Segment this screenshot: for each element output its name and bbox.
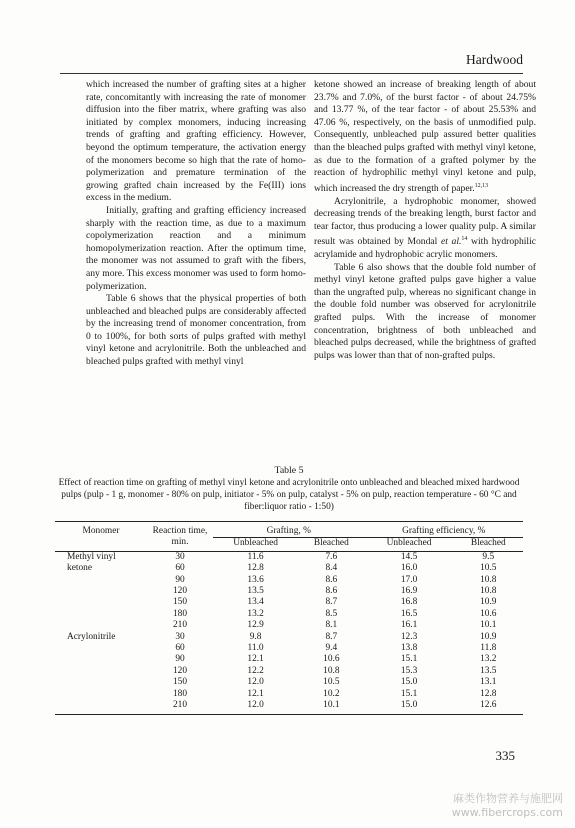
table-cell [55,700,147,714]
table-cell: 9.4 [325,643,338,654]
table-cell: 10.1 [298,700,364,714]
table-cell: 10.5 [323,677,340,688]
right-paragraph-1-text: ketone showed an increase of breaking length of about 23.7% and 7.0%, of the burst factor - of about 24.75% and 13.77 %, of the tear factor - of about 25.53% and 47.06 %, respectively, on the basis of unmodified pulp. Consequently, unbleached pulp assured better qualities than the bleached pulps grafted with methyl vinyl ketone, as due to the formation of a grafted polymer by the reaction of hydrophilic methyl vinyl ketone and pulp, which increased the dry strength of paper. [314,79,536,194]
left-paragraph-3: Table 6 shows that the physical properties of both unbleached and bleached pulps are considerably affected by the increasing trend of monomer concentration, from 0 to 100%, for both sorts of pulps grafted with methyl vinyl ketone and acrylonitrile. Both the unbleached and bleached pulps grafted with methyl vinyl [86,293,306,368]
table-row [55,666,523,677]
table-cell: 210 [172,620,188,631]
table-cell: 13.5 [480,665,497,676]
watermark-line-2: www.fibercrops.com [451,806,563,819]
table-cell: 13.2 [247,608,264,619]
table-cell: 9.8 [249,631,262,642]
table-cell: 13.2 [480,654,497,665]
table-cell: 12.8 [247,563,264,574]
table-cell: 30 [175,631,185,642]
table-cell: 16.1 [400,620,418,631]
table-cell: 15.0 [365,700,454,714]
table-cell: 13.5 [247,586,264,597]
table-cell: 12.1 [247,688,264,699]
table-row [55,689,523,700]
table-cell: 150 [172,597,188,608]
header-efficiency-bleached: Bleached [454,538,523,551]
table-cell: ketone [67,563,92,574]
table-cell: 210 [147,700,213,714]
table-cell: 60 [175,563,185,574]
table-title: Table 5 [274,465,304,476]
table-5 [55,521,523,715]
table-cell: 180 [172,608,188,619]
table-row [55,609,523,620]
table-cell: 90 [175,654,185,665]
table-cell: 16.0 [400,563,418,574]
header-grafting-unbleached: Unbleached [213,538,298,551]
header-grafting-efficiency: Grafting efficiency, % [365,522,523,538]
table-row [55,563,523,574]
table-cell: Methyl vinyl [67,551,116,562]
table-cell: 12.3 [400,631,418,642]
running-header [60,52,523,74]
citation-14: 14 [461,236,468,243]
header-title: Hardwood [466,52,523,67]
right-paragraph-1 [314,79,536,196]
right-paragraph-3: Table 6 also shows that the double fold number of methyl vinyl ketone grafted pulps gave higher a value than the ungrafted pulp, whereas no significant change in the double fold number was observed for acrylonitrile grafted pulps. With the increase of monomer concentration, brightness of both unbleached and bleached pulps decreased, while the brightness of grafted pulps was lower than that of non-grafted pulps. [314,261,536,361]
table-cell: 120 [172,665,188,676]
table-cell: 13.6 [247,574,264,585]
table-cell [55,677,147,688]
table-cell: 12.0 [247,677,264,688]
table-cell: 16.9 [400,586,418,597]
table-row [55,620,523,631]
table-cell: 8.7 [325,631,338,642]
table-cell: 12.6 [454,700,523,714]
right-paragraph-2-text-a: Acrylonitrile, a hydrophobic monomer, showed decreasing trends of the breaking length, burst factor and tear factor, thus producing a lower quality pulp. A similar result was obtained by Mondal [314,195,536,248]
table-cell: 9.5 [482,551,495,562]
table-cell: 12.8 [480,688,497,699]
table-cell: 11.0 [247,643,264,654]
table-cell: 12.9 [247,620,264,631]
table-cell: 8.4 [325,563,338,574]
table-cell [55,597,147,608]
table-cell: 15.1 [400,688,418,699]
table-cell: 8.7 [325,597,338,608]
table-cell: 16.5 [400,608,418,619]
watermark-line-1: 麻类作物营养与施肥网 [453,792,563,805]
page-number: 335 [495,748,515,763]
table-row [55,632,523,643]
table-row [55,677,523,688]
table-cell: 180 [172,688,188,699]
table-cell [55,654,147,665]
table-cell: 10.1 [480,620,497,631]
table-cell: 15.3 [400,665,418,676]
table-cell: 12.0 [213,700,298,714]
table-cell: 60 [175,643,185,654]
table-cell: 10.2 [323,688,340,699]
header-monomer: Monomer [55,522,147,552]
table-cell [55,689,147,700]
table-row [55,654,523,665]
table-cell: 10.9 [480,597,497,608]
table-header-row [55,522,523,538]
left-column [86,79,306,369]
table-cell: 10.8 [480,586,497,597]
et-al: et al. [440,236,462,248]
table-cell: 13.8 [400,643,418,654]
table-cell: Acrylonitrile [67,631,116,642]
table-cell: 10.8 [323,665,340,676]
table-cell: 12.2 [247,665,264,676]
header-grafting-bleached: Bleached [298,538,364,551]
table-cell: 16.8 [400,597,418,608]
table-cell: 7.6 [325,551,338,562]
table-cell: 8.1 [325,620,338,631]
table-cell: 10.5 [480,563,497,574]
table-cell: 120 [172,586,188,597]
table-cell: 150 [172,677,188,688]
table-cell [55,609,147,620]
table-cell: 10.9 [480,631,497,642]
table-5-block [55,465,523,715]
table-cell: 30 [175,551,185,562]
table-row [55,551,523,563]
left-paragraph-1: which increased the number of grafting sites at a higher rate, concomitantly with increasing the rate of monomer diffusion into the fiber matrix, where grafting was also initiated by complex monomers, inducing increasing trends of grafting and grafting efficiency. However, beyond the optimum temperature, the activation energy of the monomers become so high that the rate of homo-polymerization and premature termination of the growing grafted chain increased by the Fe(III) ions excess in the medium. [86,79,306,204]
table-cell: 10.6 [480,608,497,619]
table-row [55,643,523,654]
table-cell: 15.1 [400,654,418,665]
table-cell: 11.6 [247,551,264,562]
table-cell: 8.6 [325,586,338,597]
table-cell: 13.1 [480,677,497,688]
table-cell: 12.1 [247,654,264,665]
right-paragraph-2 [314,196,536,262]
table-cell: 17.0 [400,574,418,585]
watermark [452,792,563,820]
header-efficiency-unbleached: Unbleached [365,538,454,551]
table-cell [55,575,147,586]
table-cell: 8.6 [325,574,338,585]
table-caption: Effect of reaction time on grafting of methyl vinyl ketone and acrylonitrile onto unbleached and bleached mixed hardwood pulps (pulp - 1 g, monomer - 80% on pulp, initiator - 5% on pulp, catalyst - 5% on pulp, reaction temperature - 60 °C and fiber:liquor ratio - 1:50) [58,478,520,512]
table-cell: 90 [175,574,185,585]
table-cell [55,586,147,597]
table-cell: 15.0 [400,677,418,688]
right-column [314,79,536,362]
table-cell: 11.8 [480,643,497,654]
right-paragraph-2-text-b: with hydrophilic acrylamide and hydrophobic acrylic monomers. [314,236,536,261]
table-cell [55,643,147,654]
header-reaction-time: Reaction time, min. [147,522,213,552]
table-cell: 8.5 [325,608,338,619]
table-cell [55,620,147,631]
citation-12-13: 12,13 [474,182,489,189]
table-row [55,575,523,586]
table-cell: 14.5 [400,551,418,562]
left-paragraph-2: Initially, grafting and grafting efficiency increased sharply with the reaction time, as due to a maximum copolymerization reaction and a minimum homopolymerization reaction. After the optimum time, the monomer was not assumed to graft with the fibers, any more. This excess monomer was used to form homo-polymerization. [86,204,306,292]
table-row [55,700,523,714]
table-row [55,586,523,597]
table-cell: 10.8 [480,574,497,585]
table-body [55,551,523,714]
table-cell [55,666,147,677]
table-row [55,597,523,608]
table-cell: 13.4 [247,597,264,608]
table-cell: 10.6 [323,654,340,665]
header-grafting: Grafting, % [213,522,365,538]
